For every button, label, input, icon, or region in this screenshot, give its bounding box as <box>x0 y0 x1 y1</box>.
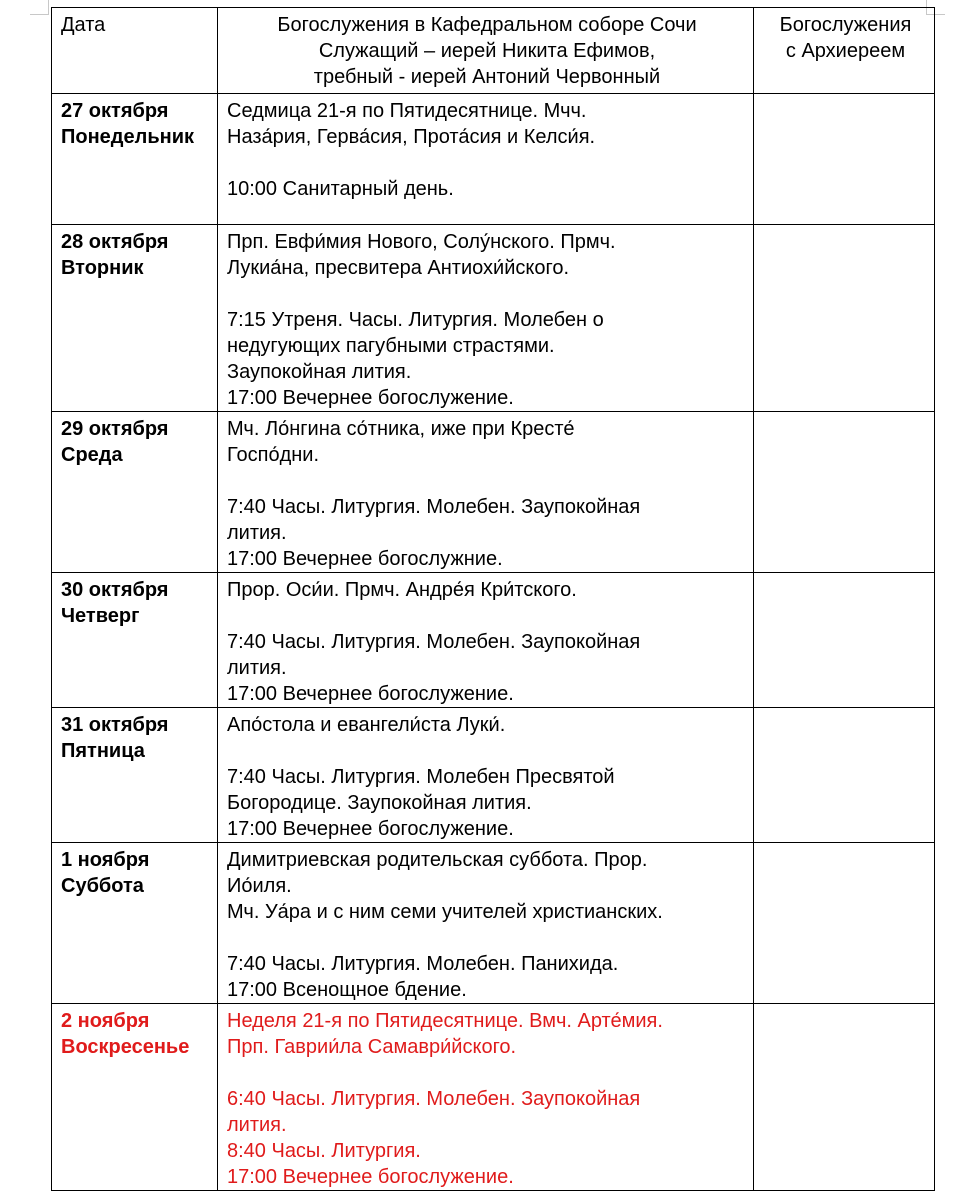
day-cell <box>52 1004 218 1191</box>
header-date <box>52 8 218 94</box>
day-date: 29 октября <box>61 418 169 440</box>
header-main <box>218 8 754 94</box>
service-line: 6:40 Часы. Литургия. Молебен. Заупокойная <box>227 1088 641 1110</box>
service-cell <box>218 412 754 573</box>
bishop-cell <box>754 708 935 843</box>
day-weekday: Среда <box>61 444 123 466</box>
service-line: Седмица 21-я по Пятидесятнице. Мчч. <box>227 100 587 122</box>
header-bishop <box>754 8 935 94</box>
service-cell <box>218 1004 754 1191</box>
day-cell <box>52 94 218 225</box>
service-line: Димитриевская родительская суббота. Прор. <box>227 849 648 871</box>
service-line: лития. <box>227 1114 287 1136</box>
day-weekday: Воскресенье <box>61 1036 190 1058</box>
service-gap <box>227 281 747 307</box>
day-weekday: Пятница <box>61 740 145 762</box>
table-row <box>52 94 935 225</box>
day-weekday: Вторник <box>61 257 144 279</box>
service-line: 7:40 Часы. Литургия. Молебен Пресвятой <box>227 766 615 788</box>
service-line: недугующих пагубными страстями. <box>227 335 555 357</box>
service-line: Заупокойная лития. <box>227 361 412 383</box>
header-date-label: Дата <box>61 14 106 36</box>
day-weekday: Понедельник <box>61 126 194 148</box>
service-cell <box>218 843 754 1004</box>
service-line: Мч. Ло́нгина со́тника, иже при Кресте́ <box>227 418 575 440</box>
service-line: 17:00 Вечернее богослужение. <box>227 818 514 840</box>
table-row <box>52 573 935 708</box>
table-row <box>52 843 935 1004</box>
service-line: Лукиа́на, пресвитера Антиохи́йского. <box>227 257 570 279</box>
page-corner-mark-left <box>30 0 49 15</box>
bishop-cell <box>754 94 935 225</box>
header-main-sub1: Служащий – иерей Никита Ефимов, <box>318 40 656 62</box>
service-cell <box>218 225 754 412</box>
service-cell <box>218 573 754 708</box>
service-line: Прп. Гаврии́ла Самаври́йского. <box>227 1036 517 1058</box>
service-line: Ио́иля. <box>227 875 292 897</box>
table-row <box>52 225 935 412</box>
service-cell <box>218 94 754 225</box>
day-cell <box>52 843 218 1004</box>
service-line: 7:40 Часы. Литургия. Молебен. Заупокойная <box>227 496 641 518</box>
day-date: 1 ноября <box>61 849 150 871</box>
service-line: 17:00 Вечернее богослужние. <box>227 548 503 570</box>
service-line: 17:00 Вечернее богослужение. <box>227 387 514 409</box>
service-gap <box>227 1060 747 1086</box>
service-line: 7:40 Часы. Литургия. Молебен. Заупокойная <box>227 631 641 653</box>
service-gap <box>227 468 747 494</box>
header-main-sub2: требный - иерей Антоний Червонный <box>313 66 661 88</box>
service-gap <box>227 738 747 764</box>
service-line: Апо́стола и евангели́ста Луки́. <box>227 714 506 736</box>
day-date: 27 октября <box>61 100 169 122</box>
service-line: 17:00 Вечернее богослужение. <box>227 683 514 705</box>
table-row <box>52 1004 935 1191</box>
table-row <box>52 412 935 573</box>
service-line: Наза́рия, Герва́сия, Прота́сия и Келси́я. <box>227 126 596 148</box>
service-line: 7:40 Часы. Литургия. Молебен. Панихида. <box>227 953 619 975</box>
service-gap <box>227 150 747 176</box>
bishop-cell <box>754 225 935 412</box>
header-row <box>52 8 935 94</box>
day-weekday: Четверг <box>61 605 140 627</box>
bishop-cell <box>754 843 935 1004</box>
day-date: 31 октября <box>61 714 169 736</box>
service-line: 8:40 Часы. Литургия. <box>227 1140 421 1162</box>
schedule-rows <box>52 94 935 1191</box>
service-line: Прор. Оси́и. Прмч. Андре́я Кри́тского. <box>227 579 577 601</box>
schedule-table <box>51 7 935 1191</box>
bishop-cell <box>754 573 935 708</box>
day-date: 30 октября <box>61 579 169 601</box>
service-line: лития. <box>227 657 287 679</box>
header-main-title: Богослужения в Кафедральном соборе Сочи <box>277 14 697 36</box>
service-gap <box>227 603 747 629</box>
service-line: Богородице. Заупокойная лития. <box>227 792 532 814</box>
service-line: 10:00 Санитарный день. <box>227 178 454 200</box>
day-cell <box>52 573 218 708</box>
bishop-cell <box>754 412 935 573</box>
header-bishop-line1: Богослужения <box>779 14 912 36</box>
bishop-cell <box>754 1004 935 1191</box>
service-line: Неделя 21-я по Пятидесятнице. Вмч. Арте́мия. <box>227 1010 663 1032</box>
service-line: Прп. Евфи́мия Нового, Солу́нского. Прмч. <box>227 231 616 253</box>
day-weekday: Суббота <box>61 875 144 897</box>
day-cell <box>52 708 218 843</box>
table-row <box>52 708 935 843</box>
service-line: Мч. Уа́ра и с ним семи учителей христианских. <box>227 901 663 923</box>
header-bishop-line2: с Архиереем <box>785 40 906 62</box>
service-line: 17:00 Всенощное бдение. <box>227 979 467 1001</box>
service-line: Госпо́дни. <box>227 444 320 466</box>
day-cell <box>52 225 218 412</box>
day-date: 2 ноября <box>61 1010 150 1032</box>
service-cell <box>218 708 754 843</box>
day-date: 28 октября <box>61 231 169 253</box>
service-line: 7:15 Утреня. Часы. Литургия. Молебен о <box>227 309 604 331</box>
service-line: лития. <box>227 522 287 544</box>
service-line: 17:00 Вечернее богослужение. <box>227 1166 514 1188</box>
day-cell <box>52 412 218 573</box>
service-gap <box>227 925 747 951</box>
